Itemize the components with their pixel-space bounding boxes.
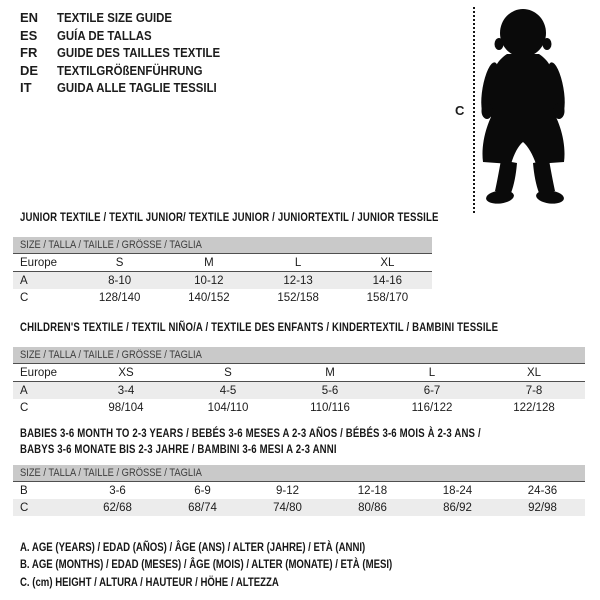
language-label: GUIDE DES TAILLES TEXTILE: [57, 45, 221, 61]
age-cell: 24-36: [527, 484, 558, 497]
height-measure-label: C: [455, 103, 465, 118]
age-cell: 12-18: [357, 484, 388, 497]
age-cell: 18-24: [442, 484, 473, 497]
row-label: A: [20, 384, 28, 397]
height-cell: 98/104: [108, 401, 144, 414]
table-row-age-months: [13, 482, 585, 499]
age-cell: 7-8: [525, 384, 543, 397]
height-cell: 74/80: [273, 501, 302, 514]
height-cell: 68/74: [188, 501, 217, 514]
height-cell: 80/86: [358, 501, 387, 514]
size-cell: L: [428, 366, 436, 379]
height-cell: 110/116: [310, 401, 350, 414]
language-code: DE: [20, 62, 39, 78]
age-cell: 6-7: [423, 384, 441, 397]
language-code: EN: [20, 10, 39, 26]
height-dotted-line: [473, 7, 475, 213]
babies-title-line1: BABIES 3-6 MONTH TO 2-3 YEARS / BEBÉS 3-6 MESES A 2-3 AÑOS / BÉBÉS 3-6 MOIS À 2-3 ANS /: [20, 426, 481, 440]
size-header-bar: [13, 237, 432, 254]
age-cell: 8-10: [108, 274, 132, 287]
age-cell: 10-12: [194, 274, 224, 287]
table-row-age: [13, 382, 585, 399]
row-label: C: [20, 501, 29, 514]
language-code: ES: [20, 27, 38, 43]
baby-silhouette-icon: [477, 7, 572, 212]
size-cell: XL: [526, 366, 542, 379]
legend-note-b: B. AGE (MONTHS) / EDAD (MESES) / ÂGE (MOIS) / ALTER (MONATE) / ETÀ (MESI): [20, 557, 393, 572]
age-cell: 14-16: [372, 274, 403, 287]
table-row-europe: [13, 254, 432, 272]
height-cell: 92/98: [528, 501, 557, 514]
size-cell: S: [224, 366, 232, 379]
size-cell: M: [204, 256, 214, 269]
size-header-bar: [13, 347, 585, 364]
table-row-height: [13, 289, 432, 306]
age-cell: 4-5: [219, 384, 237, 397]
legend-note-c: C. (cm) HEIGHT / ALTURA / HAUTEUR / HÖHE / ALTEZZA: [20, 574, 279, 589]
height-cell: 152/158: [277, 291, 319, 304]
height-cell: 128/140: [98, 291, 141, 304]
junior-section-title: JUNIOR TEXTILE / TEXTIL JUNIOR/ TEXTILE JUNIOR / JUNIORTEXTIL / JUNIOR TESSILE: [20, 210, 439, 224]
age-cell: 5-6: [321, 384, 339, 397]
age-cell: 6-9: [194, 484, 211, 497]
row-label: A: [20, 274, 28, 287]
size-cell: XL: [380, 256, 395, 269]
legend-note-a: A. AGE (YEARS) / EDAD (AÑOS) / ÂGE (ANS) / ALTER (JAHRE) / ETÀ (ANNI): [20, 540, 366, 554]
table-row-age: [13, 272, 432, 289]
row-label: Europe: [20, 256, 58, 269]
size-header-bar: [13, 465, 585, 482]
size-cell: L: [294, 256, 302, 269]
language-row-de: [20, 62, 242, 80]
babies-title-line2: BABYS 3-6 MONATE BIS 2-3 JAHRE / BAMBINI 3-6 MESI A 2-3 ANNI: [20, 441, 337, 456]
size-header-label: SIZE / TALLA / TAILLE / GRÖSSE / TAGLIA: [20, 467, 202, 479]
babies-table: [13, 465, 585, 516]
language-row-it: [20, 79, 242, 97]
size-cell: M: [325, 366, 335, 379]
language-row-es: [20, 27, 242, 45]
language-label: TEXTILE SIZE GUIDE: [57, 10, 173, 26]
size-cell: XS: [118, 366, 134, 379]
language-row-en: [20, 9, 242, 27]
height-cell: 122/128: [513, 401, 555, 414]
size-cell: S: [115, 256, 124, 269]
height-cell: 104/110: [207, 401, 249, 414]
age-cell: 3-6: [109, 484, 126, 497]
size-header-label: SIZE / TALLA / TAILLE / GRÖSSE / TAGLIA: [20, 349, 202, 361]
height-cell: 140/152: [188, 291, 230, 304]
row-label: B: [20, 484, 28, 497]
row-label: C: [20, 401, 29, 414]
language-code: FR: [20, 45, 38, 61]
language-label: GUIDA ALLE TAGLIE TESSILI: [57, 80, 217, 96]
legend-notes: [20, 539, 485, 591]
age-cell: 12-13: [283, 274, 313, 287]
children-section-title: CHILDREN'S TEXTILE / TEXTIL NIÑO/A / TEXTILE DES ENFANTS / KINDERTEXTIL / BAMBINI TESSILE: [20, 320, 499, 334]
row-label: C: [20, 291, 29, 304]
height-cell: 116/122: [411, 401, 453, 414]
age-cell: 9-12: [275, 484, 300, 497]
table-row-height: [13, 499, 585, 516]
row-label: Europe: [20, 366, 58, 379]
height-cell: 62/68: [103, 501, 132, 514]
junior-table: [13, 237, 432, 306]
language-row-fr: [20, 44, 242, 62]
language-list: [20, 9, 242, 97]
height-cell: 86/92: [443, 501, 472, 514]
table-row-europe: [13, 364, 585, 382]
children-table: [13, 347, 585, 416]
size-header-label: SIZE / TALLA / TAILLE / GRÖSSE / TAGLIA: [20, 239, 202, 251]
language-label: TEXTILGRÖßENFÜHRUNG: [57, 62, 203, 78]
language-label: GUÍA DE TALLAS: [57, 27, 152, 43]
babies-section-title: [20, 426, 481, 457]
height-cell: 158/170: [366, 291, 409, 304]
language-code: IT: [20, 80, 32, 96]
table-row-height: [13, 399, 585, 416]
age-cell: 3-4: [117, 384, 135, 397]
